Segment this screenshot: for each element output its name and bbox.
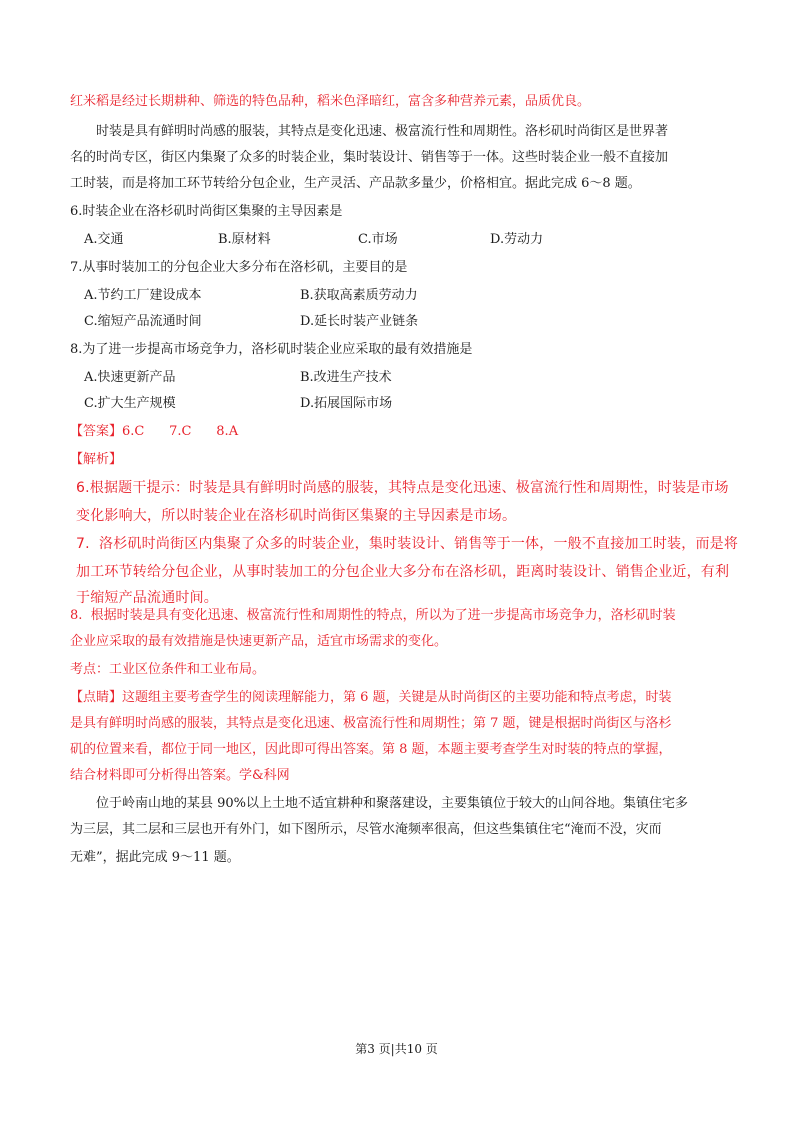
answer-line: 【答案】6.C 7.C 8.A (70, 424, 239, 439)
dianjing-line: 结合材料即可分析得出答案。学&科网 (70, 768, 290, 783)
page-footer: 第3 页|共10 页 (355, 1042, 438, 1056)
passage-line: 名的时尚专区，街区内集聚了众多的时装企业，集时装设计、销售等于一体。这些时装企业一般不直接加 (70, 150, 669, 165)
passage-line: 工时装，而是将加工环节转给分包企业，生产灵活、产品款多量少，价格相宜。据此完成 6～8 题。 (70, 176, 641, 191)
passage-2-line: 位于岭南山地的某县 90%以上土地不适宜耕种和聚落建设，主要集镇位于较大的山间谷地。集镇住宅多 (96, 796, 689, 811)
question-6: 6.时装企业在洛杉矶时尚街区集聚的主导因素是 (70, 204, 343, 219)
analysis-7-line: 7. 洛杉矶时尚街区内集聚了众多的时装企业，集时装设计、销售等于一体，一般不直接加工时装，而是将 (76, 536, 739, 552)
analysis-7-line: 加工环节转给分包企业，从事时装加工的分包企业大多分布在洛杉矶，距离时装设计、销售企业近，有利 (76, 564, 730, 580)
q6-option-d: D.劳动力 (490, 232, 544, 247)
passage-2-line: 无难”，据此完成 9～11 题。 (70, 850, 240, 865)
q6-option-b: B.原材料 (218, 232, 271, 247)
analysis-heading: 【解析】 (70, 452, 123, 467)
q7-option-c: C.缩短产品流通时间 (84, 314, 202, 329)
kaodian-line: 考点：工业区位条件和工业布局。 (70, 662, 266, 677)
passage-line: 时装是具有鲜明时尚感的服装，其特点是变化迅速、极富流行性和周期性。洛杉矶时尚街区是世界著 (96, 124, 669, 139)
analysis-7-line: 于缩短产品流通时间。 (76, 590, 218, 606)
analysis-6-line: 6.根据题干提示：时装是具有鲜明时尚感的服装，其特点是变化迅速、极富流行性和周期性，时装是市场 (76, 480, 729, 496)
analysis-8-line: 8. 根据时装是具有变化迅速、极富流行性和周期性的特点，所以为了进一步提高市场竞争力，洛杉矶时装 (70, 608, 676, 623)
passage-2-line: 为三层，其二层和三层也开有外门，如下图所示，尽管水淹频率很高，但这些集镇住宅“淹而不没，灾而 (70, 822, 662, 837)
q6-option-c: C.市场 (358, 232, 398, 247)
q8-option-c: C.扩大生产规模 (84, 396, 176, 411)
analysis-6-line: 变化影响大，所以时装企业在洛杉矶时尚街区集聚的主导因素是市场。 (76, 508, 517, 524)
q7-option-d: D.延长时装产业链条 (300, 314, 419, 329)
dianjing-line: 矶的位置来看，都位于同一地区，因此即可得出答案。第 8 题，本题主要考查学生对时装的特点的掌握， (70, 742, 672, 757)
dianjing-line: 是具有鲜明时尚感的服装，其特点是变化迅速、极富流行性和周期性；第 7 题，键是根据时尚街区与洛杉 (70, 716, 672, 731)
dianjing-line: 【点睛】这题组主要考查学生的阅读理解能力，第 6 题，关键是从时尚街区的主要功能和特点考虑，时装 (70, 690, 672, 705)
q6-option-a: A.交通 (84, 232, 124, 247)
q8-option-a: A.快速更新产品 (84, 370, 176, 385)
question-7: 7.从事时装加工的分包企业大多分布在洛杉矶，主要目的是 (70, 260, 408, 275)
question-8: 8.为了进一步提高市场竞争力，洛杉矶时装企业应采取的最有效措施是 (70, 342, 473, 357)
q7-option-b: B.获取高素质劳动力 (300, 288, 418, 303)
q8-option-b: B.改进生产技术 (300, 370, 392, 385)
intro-line: 红米稻是经过长期耕种、筛选的特色品种，稻米色泽暗红，富含多种营养元素，品质优良。 (70, 94, 591, 109)
q8-option-d: D.拓展国际市场 (300, 396, 393, 411)
q7-option-a: A.节约工厂建设成本 (84, 288, 202, 303)
analysis-8-line: 企业应采取的最有效措施是快速更新产品，适宜市场需求的变化。 (70, 634, 448, 649)
